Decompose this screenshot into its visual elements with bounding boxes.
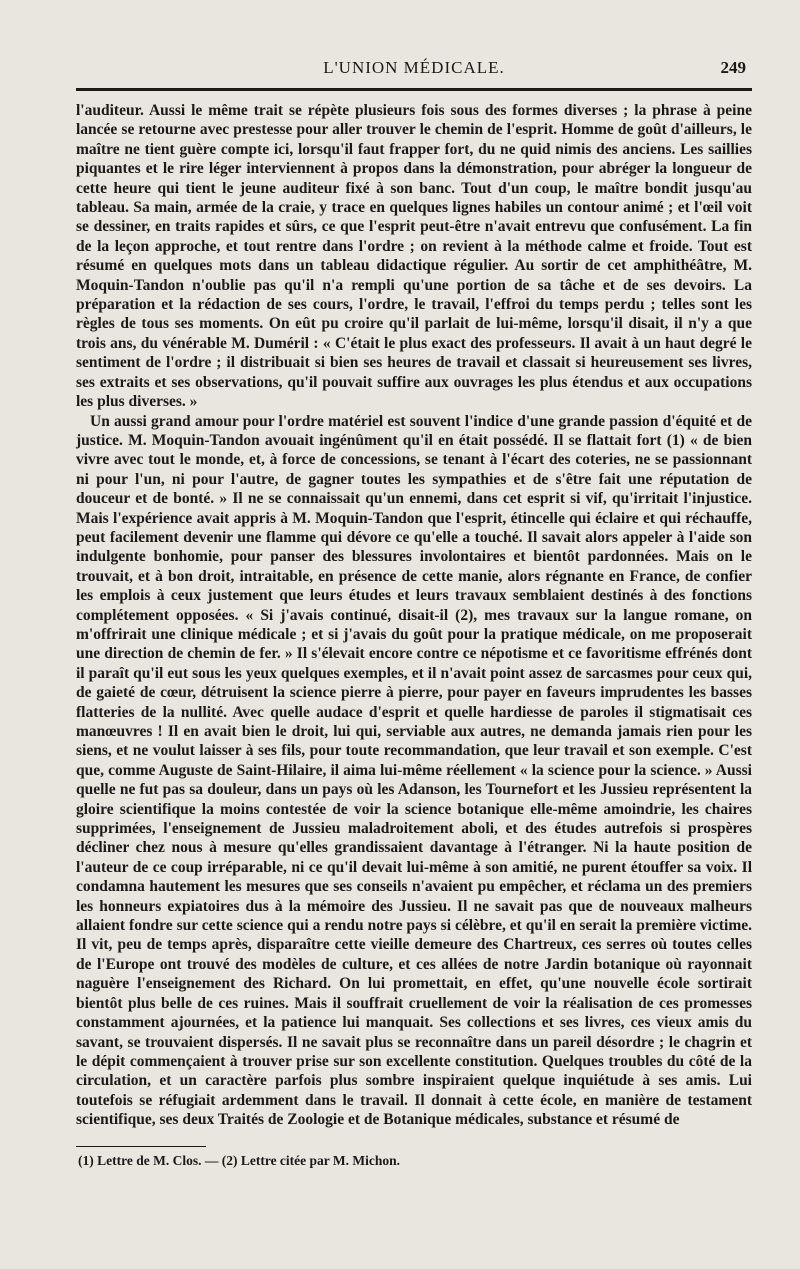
page-header xyxy=(76,58,752,84)
page-number: 249 xyxy=(720,58,746,77)
body-text xyxy=(76,101,752,1130)
header-rule xyxy=(76,88,752,91)
paragraph-2: Un aussi grand amour pour l'ordre matériel est souvent l'indice d'une grande passion d'équité et de justice. M. Moquin-Tandon avouait ingénûment qu'il en était possédé. Il se flattait fort (1) « de bien vivre avec tout le monde, et, à force de concessions, se tenant à l'écart des coteries, ne se passionnant ni pour l'un, ni pour l'autre, de gagner toutes les sympathies et de s'être fait une réputation de douceur et de bonté. » Il ne se connaissait qu'un ennemi, dans cet esprit si vif, qu'irritait l'injustice. Mais l'expérience avait appris à M. Moquin-Tandon que l'esprit, étincelle qui éclaire et qui réchauffe, peut facilement devenir une flamme qui dévore ce qu'elle a touché. Il savait alors appeler à l'aide son indulgente bonhomie, pour panser des blessures involontaires et bientôt pardonnées. Mais on le trouvait, et à bon droit, intraitable, en présence de cette manie, alors régnante en France, de confier les emplois à ceux justement que leurs études et leurs travaux semblaient destinés à des fonctions complétement opposées. « Si j'avais continué, disait-il (2), mes travaux sur la langue romane, on m'offrirait une clinique médicale ; et si j'avais du goût pour la pratique médicale, on me proposerait une direction de chemin de fer. » Il s'élevait encore contre ce népotisme et ce favoritisme effrénés dont il paraît qu'il eut sous les yeux quelques exemples, et il n'avait point assez de sarcasmes pour ceux qui, de gaieté de cœur, détruisent la science pierre à pierre, pour payer en faveurs imprudentes les basses flatteries de la nullité. Avec quelle audace d'esprit et quelle hardiesse de paroles il stigmatisait ces manœuvres ! Il en avait bien le droit, lui qui, serviable aux autres, ne demanda jamais rien pour les siens, et ne voulut laisser à ses fils, pour toute recommandation, que leur travail et son exemple. C'est que, comme Auguste de Saint-Hilaire, il aima lui-même réellement « la science pour la science. » Aussi quelle ne fut pas sa douleur, dans un pays où les Adanson, les Tournefort et les Jussieu représentent la gloire scientifique la moins contestée de voir la science botanique elle-même amoindrie, les chaires supprimées, l'enseignement de Jussieu maladroitement aboli, et des études autrefois si prospères décliner chez nous à mesure qu'elles grandissaient davantage à l'étranger. Ni la haute position de l'auteur de ce coup irréparable, ni ce qu'il devait lui-même à son amitié, ne purent étouffer sa voix. Il condamna hautement les mesures que ses conseils n'avaient pu empêcher, et réclama un des premiers les honneurs expiatoires dus à la mémoire des Jussieu. Il ne savait pas que de nouveaux malheurs allaient fondre sur cette science qui a rendu notre pays si célèbre, et qu'il en serait la première victime. Il vit, peu de temps après, disparaître cette vieille demeure des Chartreux, ces serres où toutes celles de l'Europe ont trouvé des modèles de culture, et ces allées de notre Jardin botanique où rayonnait naguère l'enseignement des Richard. On lui promettait, en effet, qu'une nouvelle école sortirait bientôt plus belle de ces ruines. Mais il souffrait cruellement de voir la réalisation de ces promesses constamment ajournées, et la patience lui manquait. Ses collections et ses livres, ces vieux amis du savant, se trouvaient dispersés. Il ne savait plus se reconnaître dans un pareil désordre ; le chagrin et le dépit commençaient à trouver prise sur son excellente constitution. Quelques troubles du côté de la circulation, et un caractère parfois plus sombre inspiraient quelque inquiétude à ses amis. Lui toutefois se réfugiait ardemment dans le travail. Il donnait à cette école, en manière de testament scientifique, ses deux Traités de Zoologie et de Botanique médicales, substance et résumé de xyxy=(76,412,752,1129)
running-title: L'UNION MÉDICALE. xyxy=(323,58,505,77)
footnote-rule xyxy=(76,1146,206,1147)
paragraph-1: l'auditeur. Aussi le même trait se répète plusieurs fois sous des formes diverses ; la phrase à peine lancée se retourne avec prestesse pour aller trouver le chemin de l'esprit. Homme de goût d'ailleurs, le maître ne tient guère compte ici, lorsqu'il faut frapper fort, du ne quid nimis des anciens. Les saillies piquantes et le rire léger interviennent à propos dans la démonstration, pour abréger la longueur de cette heure qui tient le jeune auditeur fixé à son banc. Tout d'un coup, le maître bondit jusqu'au tableau. Sa main, armée de la craie, y trace en quelques lignes habiles un contour animé ; et l'œil voit se dessiner, en traits rapides et sûrs, ce que l'esprit peut-être n'avait entrevu que confusément. La fin de la leçon approche, et tout rentre dans l'ordre ; on revient à la méthode calme et froide. Tout est résumé en quelques mots dans un tableau didactique régulier. Au sortir de cet amphithéâtre, M. Moquin-Tandon n'oublie pas qu'il n'a rempli qu'une portion de sa tâche et de ses devoirs. La préparation et la rédaction de ses cours, l'ordre, le travail, l'effroi du temps perdu ; telles sont les règles de tous ses moments. On eût pu croire qu'il parlait de lui-même, lorsqu'il disait, il n'y a que trois ans, du vénérable M. Duméril : « C'était le plus exact des professeurs. Il avait à un haut degré le sentiment de l'ordre ; il distribuait si bien ses heures de travail et classait si heureusement ses livres, ses extraits et ses observations, qu'il pouvait suffire aux ouvrages les plus étendus et aux occupations les plus diverses. » xyxy=(76,102,752,411)
footnotes: (1) Lettre de M. Clos. — (2) Lettre citée par M. Michon. xyxy=(78,1152,401,1168)
